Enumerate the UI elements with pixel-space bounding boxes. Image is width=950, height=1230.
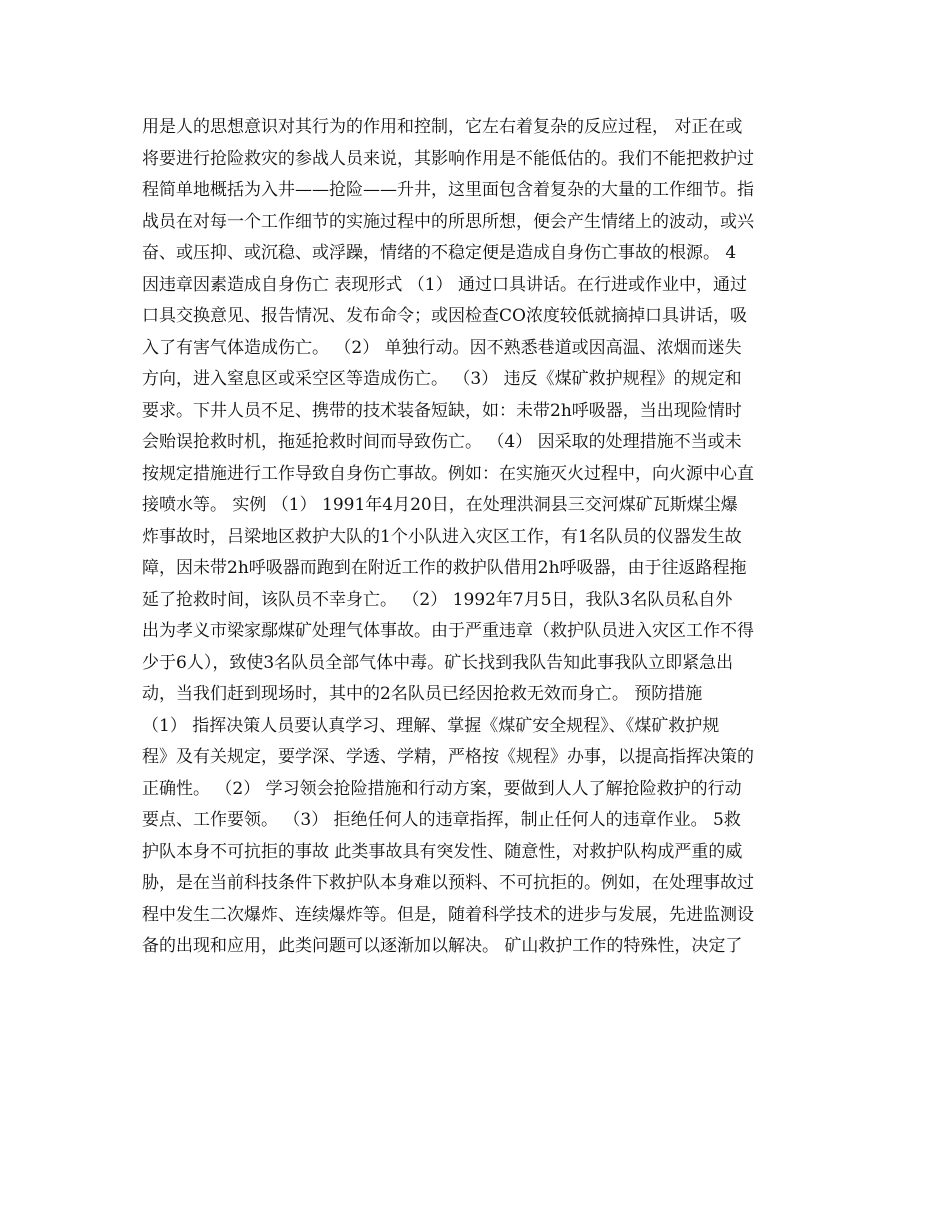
- text-line-20: （1） 指挥决策人员要认真学习、理解、掌握《煤矿安全规程》、《煤矿救护规: [142, 715, 720, 736]
- text-line-2: 将要进行抢险救灾的参战人员来说，其影响作用是不能低估的。我们不能把救护过: [142, 148, 754, 169]
- text-line-27: 备的出现和应用，此类问题可以逐渐加以解决。 矿山救护工作的特殊性，决定了: [142, 936, 743, 956]
- text-line-13: 接喷水等。 实例 （1） 1991年4月20日，在处理洪洞县三交河煤矿瓦斯煤尘爆: [142, 495, 738, 515]
- text-line-9: 方向，进入窒息区或采空区等造成伤亡。 （3） 违反《煤矿救护规程》的规定和: [142, 369, 742, 389]
- text-line-18: 少于6人），致使3名队员全部气体中毒。矿长找到我队告知此事我队立即紧急出: [142, 652, 734, 673]
- body-text: [142, 112, 822, 963]
- text-line-10: 要求。下井人员不足、携带的技术装备短缺，如：未带2h呼吸器，当出现险情时: [142, 400, 742, 421]
- text-line-17: 出为孝义市梁家鄢煤矿处理气体事故。由于严重违章（救护队员进入灾区工作不得: [142, 621, 754, 641]
- text-line-16: 延了抢救时间，该队员不幸身亡。 （2） 1992年7月5日，我队3名队员私自外: [142, 589, 733, 610]
- text-line-26: 程中发生二次爆炸、连续爆炸等。但是，随着科学技术的进步与发展，先进监测设: [142, 904, 754, 925]
- text-line-24: 护队本身不可抗拒的事故 此类事故具有突发性、随意性，对救护队构成严重的威: [142, 841, 743, 862]
- text-line-7: 口具交换意见、报告情况、发布命令；或因检查CO浓度较低就摘掉口具讲话，吸: [142, 306, 747, 326]
- text-line-15: 障，因未带2h呼吸器而跑到在附近工作的救护队借用2h呼吸器，由于往返路程拖: [142, 558, 747, 578]
- text-line-12: 按规定措施进行工作导致自身伤亡事故。例如：在实施灭火过程中，向火源中心直: [142, 463, 754, 484]
- text-line-14: 炸事故时，吕梁地区救护大队的1个小队进入灾区工作，有1名队员的仪器发生故: [142, 526, 742, 547]
- text-line-8: 入了有害气体造成伤亡。 （2） 单独行动。因不熟悉巷道或因高温、浓烟而迷失: [142, 337, 742, 358]
- text-line-6: 因违章因素造成自身伤亡 表现形式 （1） 通过口具讲话。在行进或作业中，通过: [142, 274, 748, 295]
- text-line-21: 程》及有关规定，要学深、学透、学精，严格按《规程》办事，以提高指挥决策的: [142, 747, 754, 767]
- text-line-19: 动，当我们赶到现场时，其中的2名队员已经因抢救无效而身亡。 预防措施: [142, 684, 703, 704]
- text-line-1: 用是人的思想意识对其行为的作用和控制，它左右着复杂的反应过程， 对正在或: [142, 117, 743, 137]
- text-line-23: 要点、工作要领。 （3） 拒绝任何人的违章指挥，制止任何人的违章作业。 5救: [142, 810, 741, 830]
- text-line-25: 胁，是在当前科技条件下救护队本身难以预料、不可抗拒的。例如，在处理事故过: [142, 873, 754, 893]
- text-line-5: 奋、或压抑、或沉稳、或浮躁，情绪的不稳定便是造成自身伤亡事故的根源。 4: [142, 243, 737, 263]
- text-line-3: 程简单地概括为入井——抢险——升井，这里面包含着复杂的大量的工作细节。指: [142, 180, 754, 200]
- text-line-22: 正确性。 （2） 学习领会抢险措施和行动方案，要做到人人了解抢险救护的行动: [142, 778, 742, 799]
- text-line-4: 战员在对每一个工作细节的实施过程中的所思所想，便会产生情绪上的波动，或兴: [142, 211, 754, 232]
- text-line-11: 会贻误抢救时机，拖延抢救时间而导致伤亡。 （4） 因采取的处理措施不当或未: [142, 432, 742, 452]
